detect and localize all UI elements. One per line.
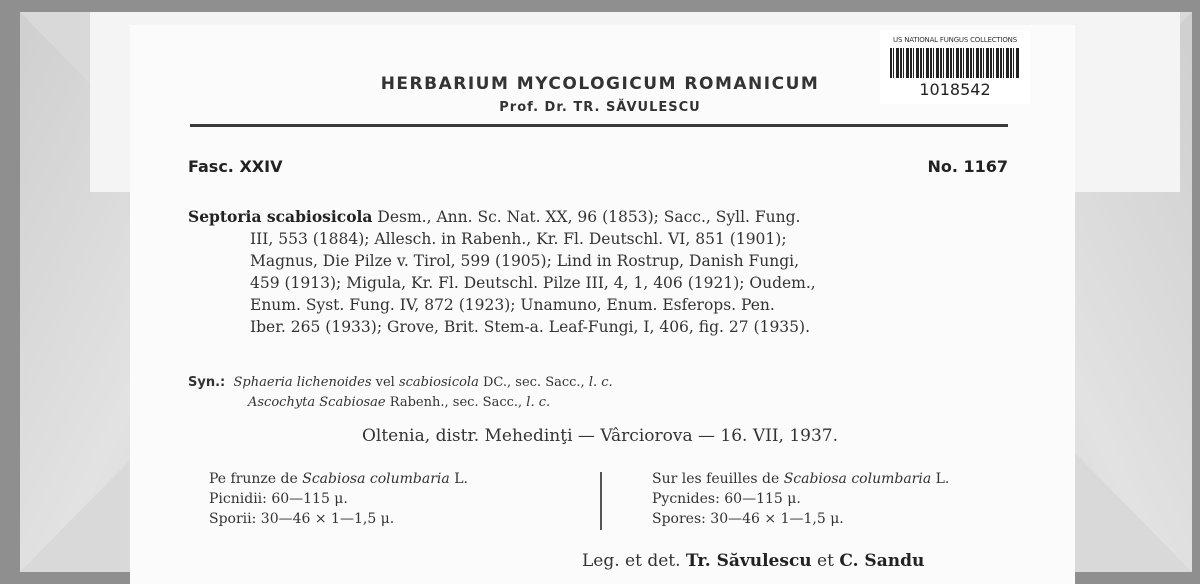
- species-references: [188, 206, 1008, 338]
- barcode-number: 1018542: [919, 80, 991, 99]
- pycnidia-line: Pycnides: 60—115 μ.: [652, 491, 801, 507]
- synonym-label: Syn.:: [188, 375, 226, 390]
- herbarium-title: HERBARIUM MYCOLOGICUM ROMANICUM: [380, 74, 820, 94]
- specimen-number: No. 1167: [927, 157, 1008, 176]
- barcode-label: [880, 30, 1030, 104]
- spores-line: Spores: 30—46 × 1—1,5 μ.: [652, 511, 844, 527]
- host-line: Pe frunze de Scabiosa columbaria L.: [209, 471, 468, 487]
- barcode-icon: [890, 48, 1020, 78]
- collectors: Leg. et det. Tr. Săvulescu et C. Sandu: [582, 551, 925, 571]
- description-romanian: [209, 469, 468, 529]
- reference-line: III, 553 (1884); Allesch. in Rabenh., Kr. Fl. Deutschl. VI, 851 (1901);: [250, 230, 787, 248]
- herbarium-subtitle: Prof. Dr. TR. SĂVULESCU: [499, 100, 701, 115]
- locality: Oltenia, distr. Mehedinţi — Vârciorova — 16. VII, 1937.: [361, 426, 839, 446]
- reference-line: Magnus, Die Pilze v. Tirol, 599 (1905); Lind in Rostrup, Danish Fungi,: [250, 252, 800, 270]
- synonym-line: Ascochyta Scabiosae Rabenh., sec. Sacc., l. c.: [248, 395, 551, 410]
- description-french: [652, 469, 949, 529]
- fascicle: Fasc. XXIV: [188, 157, 283, 176]
- reference-line: 459 (1913); Migula, Kr. Fl. Deutschl. Pilze III, 4, 1, 406 (1921); Oudem.,: [250, 274, 816, 292]
- reference-line: Iber. 265 (1933); Grove, Brit. Stem-a. Leaf-Fungi, I, 406, fig. 27 (1935).: [250, 318, 811, 336]
- column-divider: [600, 472, 602, 530]
- barcode-collection: US NATIONAL FUNGUS COLLECTIONS: [893, 36, 1017, 44]
- host-line: Sur les feuilles de Scabiosa columbaria L.: [652, 471, 950, 487]
- synonyms: [188, 373, 613, 413]
- reference-line: Septoria scabiosicola Desm., Ann. Sc. Nat. XX, 96 (1853); Sacc., Syll. Fung.: [188, 207, 801, 226]
- reference-line: Enum. Syst. Fung. IV, 872 (1923); Unamuno, Enum. Esferops. Pen.: [250, 296, 775, 314]
- species-name: Septoria scabiosicola: [188, 207, 373, 226]
- header-rule: [190, 124, 1008, 127]
- synonym-line: Syn.: Sphaeria lichenoides vel scabiosicola DC., sec. Sacc., l. c.: [188, 375, 613, 390]
- spores-line: Sporii: 30—46 × 1—1,5 μ.: [209, 511, 395, 527]
- pycnidia-line: Picnidii: 60—115 μ.: [209, 491, 348, 507]
